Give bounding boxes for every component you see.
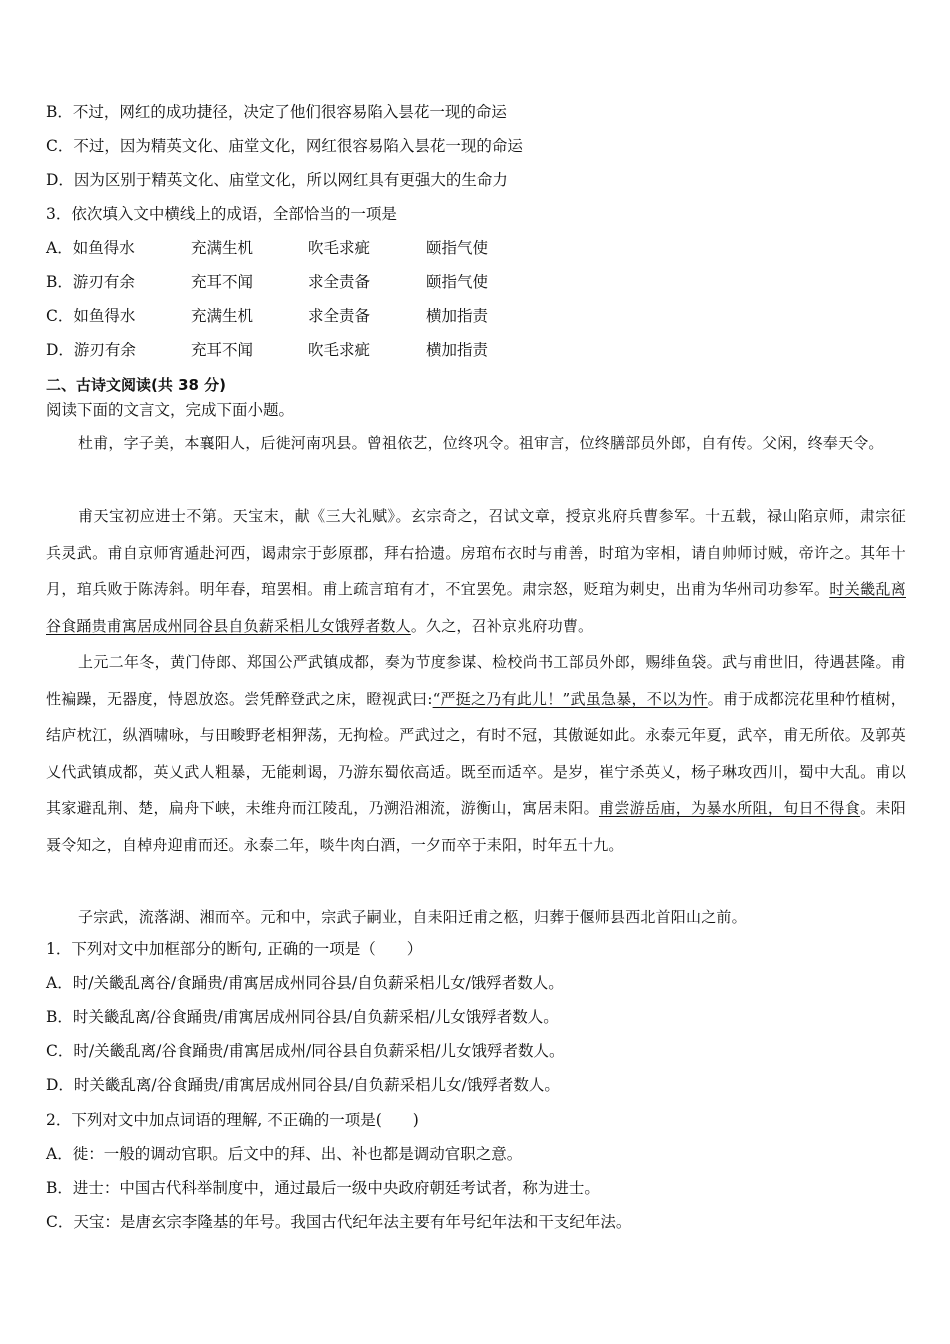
option-word: 吹毛求疵 <box>308 341 371 359</box>
option-label: C．如鱼得水 <box>46 307 136 325</box>
passage-text: 。甫于成都浣花里种竹植树，结庐枕江，纵酒啸咏，与田畯野老相狎荡，无拘检。严武过之，有时不冠，其傲诞如此。永泰元年夏，武卒，甫无所依。及郭英乂代武镇成都，英乂武人粗暴，无能刺谒，乃游东蜀依高适。既至而适卒。是岁，崔宁杀英乂，杨子琳攻西川，蜀中大乱。甫以其家避乱荆、楚，扁舟下峡，未维舟而江陵乱，乃溯沿湘流，游衡山，寓居耒阳。 <box>46 689 906 817</box>
section-heading: 二、古诗文阅读(共 38 分) <box>46 376 227 394</box>
option-line: C．不过，因为精英文化、庙堂文化，网红很容易陷入昙花一现的命运 <box>46 137 523 155</box>
passage-paragraph-3 <box>46 644 906 863</box>
question-2-stem: 2．下列对文中加点词语的理解, 不正确的一项是( ) <box>46 1111 419 1129</box>
passage-text: 。久之，召补京兆府功曹。 <box>410 616 594 635</box>
section-instruction: 阅读下面的文言文，完成下面小题。 <box>46 401 295 419</box>
q1-option-c: C．时/关畿乱离/谷食踊贵/甫寓居成州/同谷县自负薪采梠/儿女饿殍者数人。 <box>46 1042 565 1060</box>
q3-option-c <box>46 306 566 326</box>
option-word: 充满生机 <box>191 307 254 325</box>
underlined-sentence: “严挺之乃有此儿！”武虽急暴，不以为忤 <box>432 689 708 708</box>
q3-option-b <box>46 272 566 292</box>
option-word: 吹毛求疵 <box>308 239 371 257</box>
q2-option-a: A．徙：一般的调动官职。后文中的拜、出、补也都是调动官职之意。 <box>46 1145 523 1163</box>
passage-paragraph-4: 子宗武，流落湖、湘而卒。元和中，宗武子嗣业，自耒阳迁甫之柩，归葬于偃师县西北首阳山之前。 <box>78 908 747 926</box>
boxed-sentence: 时关畿乱离谷食踊贵甫寓居成州同谷县自负薪采梠儿女饿殍者数人 <box>46 580 906 635</box>
option-label: A．如鱼得水 <box>46 239 135 257</box>
q1-option-b: B．时关畿乱离/谷食踊贵/甫寓居成州同谷县/自负薪采梠/儿女饿殍者数人。 <box>46 1008 559 1026</box>
option-word: 横加指责 <box>426 341 489 359</box>
passage-paragraph-1: 杜甫，字子美，本襄阳人，后徙河南巩县。曾祖依艺，位终巩令。祖审言，位终膳部员外郎，自有传。父闲，终奉天令。 <box>78 434 884 452</box>
q2-option-b: B．进士：中国古代科举制度中，通过最后一级中央政府朝廷考试者，称为进士。 <box>46 1179 600 1197</box>
question-1-stem: 1．下列对文中加框部分的断句, 正确的一项是（ ） <box>46 940 423 958</box>
option-word: 充满生机 <box>191 239 254 257</box>
option-word: 横加指责 <box>426 307 489 325</box>
passage-paragraph-2 <box>46 498 906 644</box>
option-word: 充耳不闻 <box>191 273 254 291</box>
option-word: 颐指气使 <box>426 239 489 257</box>
option-word: 充耳不闻 <box>191 341 254 359</box>
q3-option-d <box>46 340 566 360</box>
option-word: 颐指气使 <box>426 273 489 291</box>
passage-text: 甫天宝初应进士不第。天宝末，献《三大礼赋》。玄宗奇之，召试文章，授京兆府兵曹参军。十五载，禄山陷京师，肃宗征兵灵武。甫自京师宵遁赴河西，谒肃宗于彭原郡，拜右拾遗。房琯布衣时与甫善，时琯为宰相，请自帅师讨贼，帝许之。其年十月，琯兵败于陈涛斜。明年春，琯罢相。甫上疏言琯有才，不宜罢免。肃宗怒，贬琯为刺史，出甫为华州司功参军。 <box>46 507 906 598</box>
option-word: 求全责备 <box>308 307 371 325</box>
q1-option-d: D．时关畿乱离/谷食踊贵/甫寓居成州同谷县/自负薪采梠儿女/饿殍者数人。 <box>46 1076 560 1094</box>
option-line: D．因为区别于精英文化、庙堂文化，所以网红具有更强大的生命力 <box>46 171 508 189</box>
q3-option-a <box>46 238 566 258</box>
option-line: B．不过，网红的成功捷径，决定了他们很容易陷入昙花一现的命运 <box>46 103 507 121</box>
passage-text: 。耒阳聂令知之，自棹舟迎甫而还。永泰二年，啖牛肉白酒，一夕而卒于耒阳，时年五十九。 <box>46 799 906 854</box>
q2-option-c: C．天宝：是唐玄宗李隆基的年号。我国古代纪年法主要有年号纪年法和干支纪年法。 <box>46 1213 632 1231</box>
option-label: B．游刃有余 <box>46 273 135 291</box>
option-label: D．游刃有余 <box>46 341 136 359</box>
question-3-stem: 3．依次填入文中横线上的成语，全部恰当的一项是 <box>46 205 397 223</box>
q1-option-a: A．时/关畿乱离谷/食踊贵/甫寓居成州同谷县/自负薪采梠儿女/饿殍者数人。 <box>46 974 564 992</box>
underlined-sentence: 甫尝游岳庙，为暴水所阻，旬日不得食 <box>598 799 861 817</box>
option-word: 求全责备 <box>308 273 371 291</box>
passage-text: 上元二年冬，黄门侍郎、郑国公严武镇成都，奏为节度参谋、检校尚书工部员外郎，赐绯鱼袋。武与甫世旧，待遇甚隆。甫性褊躁，无器度，恃恩放恣。尝凭醉登武之床，瞪视武曰: <box>46 653 906 708</box>
